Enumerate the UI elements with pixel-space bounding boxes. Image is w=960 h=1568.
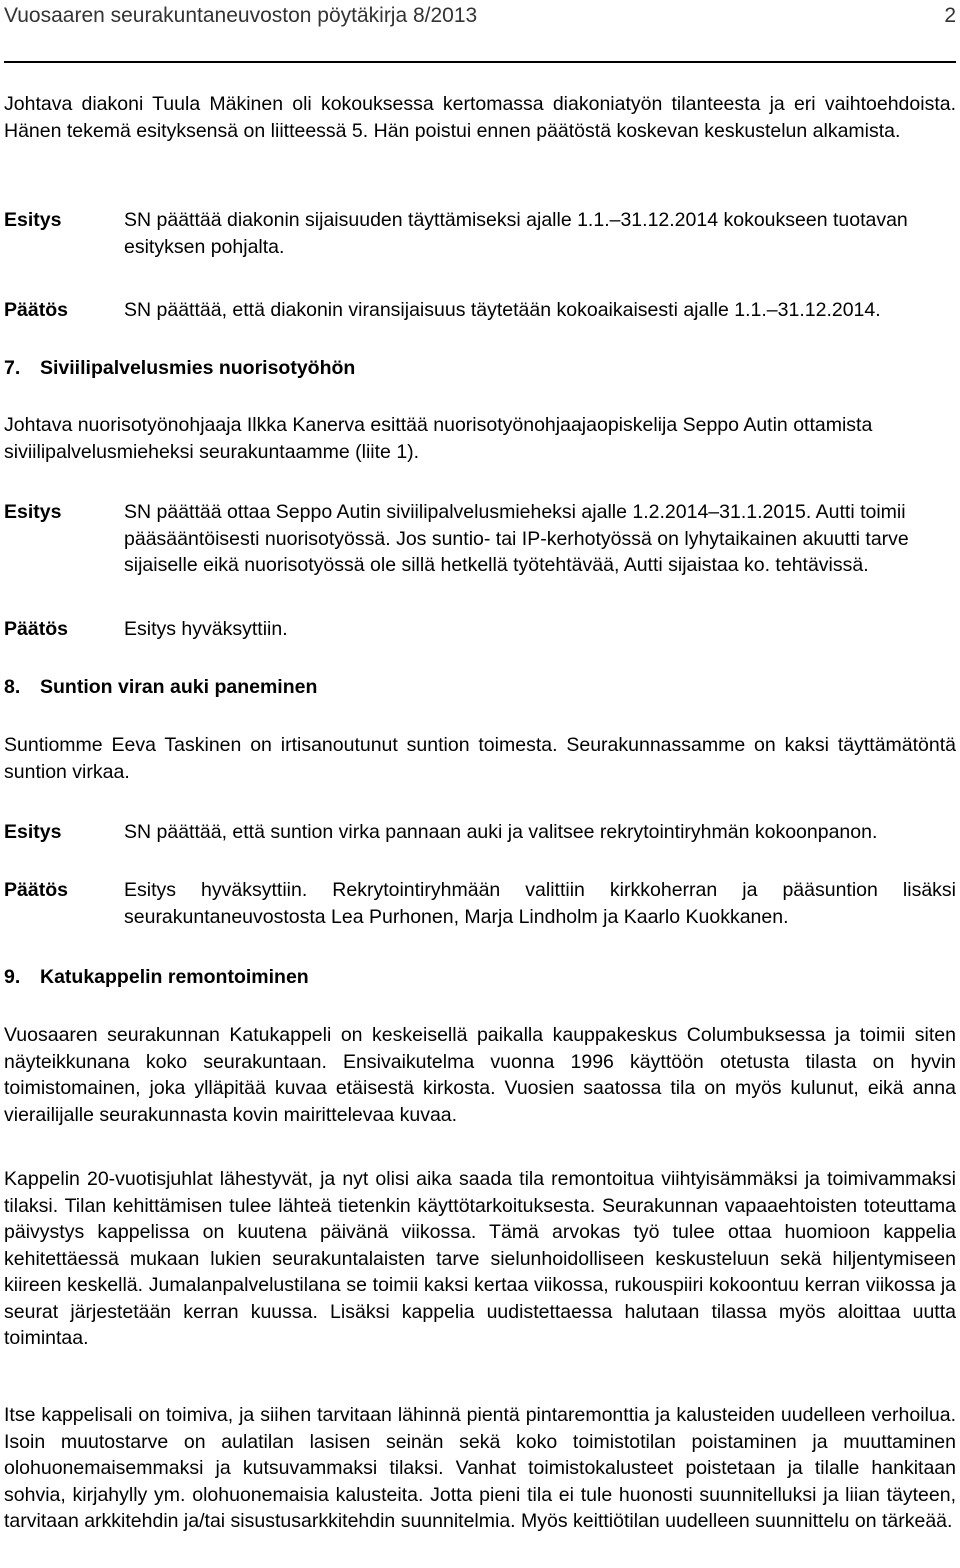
section-7-title: Siviilipalvelusmies nuorisotyöhön: [40, 357, 356, 379]
page-header: [4, 4, 956, 34]
section-9-number: 9.: [4, 966, 21, 988]
section-8-proposal-row: [4, 819, 956, 846]
section-7-decision-row: [4, 616, 956, 643]
decision-label: Päätös: [4, 299, 68, 321]
intro-paragraph: Johtava diakoni Tuula Mäkinen oli kokouksessa kertomassa diakoniatyön tilanteesta ja eri vaihtoehdoista. Hänen tekemä esityksensä on liitteessä 5. Hän poistui ennen päätöstä koskevan keskustelun alkamista.: [4, 93, 956, 142]
header-divider: [4, 61, 956, 63]
intro-decision-text: SN päättää, että diakonin viransijaisuus täytetään kokoaikaisesti ajalle 1.1.–31.12.2014.: [124, 299, 881, 321]
section-9-paragraph-1: Vuosaaren seurakunnan Katukappeli on keskeisellä paikalla kauppakeskus Columbuksessa ja toimii siten näyteikkunana koko seurakuntaan. Ensivaikutelma vuonna 1996 käyttöön otetusta tilasta on hyvin toimistomainen, joka ylläpitää kuvaa etäisestä kirkosta. Vuosien saatossa tila on myös kulunut, eikä anna vierailijalle seurakunnasta kovin mairittelevaa kuvaa.: [4, 1024, 956, 1126]
intro-proposal-row: [4, 207, 956, 260]
section-8-proposal-text: SN päättää, että suntion virka pannaan auki ja valitsee rekrytointiryhmän kokoonpanon.: [124, 821, 878, 843]
section-7-number: 7.: [4, 357, 21, 379]
decision-label: Päätös: [4, 618, 68, 640]
section-8-decision-text: Esitys hyväksyttiin. Rekrytointiryhmään valittiin kirkkoherran ja pääsuntion lisäksi seurakuntaneuvostosta Lea Purhonen, Marja Lindholm ja Kaarlo Kuokkanen.: [124, 879, 956, 928]
section-7-proposal-row: [4, 499, 956, 579]
section-8-decision-row: [4, 877, 956, 930]
section-8-paragraph: Suntiomme Eeva Taskinen on irtisanoutunut suntion toimesta. Seurakunnassamme on kaksi täyttämätöntä suntion virkaa.: [4, 734, 956, 783]
section-9-title: Katukappelin remontoiminen: [40, 966, 309, 988]
decision-label: Päätös: [4, 879, 68, 901]
section-7-paragraph: Johtava nuorisotyönohjaaja Ilkka Kanerva esittää nuorisotyönohjaajaopiskelija Seppo Autin ottamista siviilipalvelusmieheksi seurakuntaamme (liite 1).: [4, 414, 873, 463]
page-number: 2: [944, 4, 956, 27]
section-7-heading: [4, 355, 355, 382]
proposal-label: Esitys: [4, 501, 62, 523]
section-8-number: 8.: [4, 676, 21, 698]
section-7-decision-text: Esitys hyväksyttiin.: [124, 618, 288, 640]
document-title: Vuosaaren seurakuntaneuvoston pöytäkirja 8/2013: [4, 4, 478, 27]
intro-proposal-text: SN päättää diakonin sijaisuuden täyttämiseksi ajalle 1.1.–31.12.2014 kokoukseen tuotavan esityksen pohjalta.: [124, 209, 908, 258]
intro-decision-row: [4, 297, 956, 324]
section-9-paragraph-3: Itse kappelisali on toimiva, ja siihen tarvitaan lähinnä pientä pintaremonttia ja kalusteiden uudelleen verhoilua. Isoin muutostarve on aulatilan lasisen seinän sekä koko toimistotilan poistaminen ja muuttaminen olohuonemaisemmaksi ja kutsuvammaksi tilaksi. Vanhat toimistokalusteet poistetaan ja tilalle hankitaan sohvia, kirjahylly ym. olohuonemaisia kalusteita. Jotta pieni tila ei tule huonosti suunnitelluksi ja liian täyteen, tarvitaan arkkitehdin ja/tai sisustusarkkitehdin suunnitelmia. Myös keittiötilan uudelleen suunnittelu on tärkeää.: [4, 1404, 956, 1532]
proposal-label: Esitys: [4, 821, 62, 843]
section-9-heading: [4, 964, 309, 991]
section-9-paragraph-2: Kappelin 20-vuotisjuhlat lähestyvät, ja nyt olisi aika saada tila remontoitua viihtyisämmäksi ja toimivammaksi tilaksi. Tilan kehittämisen tulee lähteä tietenkin käyttötarkoituksesta. Seurakunnan vapaaehtoisten toteuttama päivystys kappelissa on kuutena päivänä viikossa. Tämä arvokas työ tulee ottaa huomioon kappelia kehitettäessä mukaan lukien seurakuntalaisten tarve sielunhoidolliseen keskusteluun sekä hiljentymiseen kiireen keskellä. Jumalanpalvelustilana se toimii kaksi kertaa viikossa, rukouspiiri kokoontuu kerran viikossa ja seurat järjestetään kerran kuussa. Lisäksi kappelia uudistettaessa halutaan tilassa myös aloittaa uutta toimintaa.: [4, 1168, 956, 1349]
proposal-label: Esitys: [4, 209, 62, 231]
section-7-proposal-text: SN päättää ottaa Seppo Autin siviilipalvelusmieheksi ajalle 1.2.2014–31.1.2015. Autti toimii pääsääntöisesti nuorisotyössä. Jos suntio- tai IP-kerhotyössä on lyhytaikainen akuutti tarve sijaiselle eikä nuorisotyössä ole sillä hetkellä työtehtävää, Autti sijaistaa ko. tehtävissä.: [124, 501, 909, 576]
section-8-heading: [4, 674, 317, 701]
section-8-title: Suntion viran auki paneminen: [40, 676, 318, 698]
